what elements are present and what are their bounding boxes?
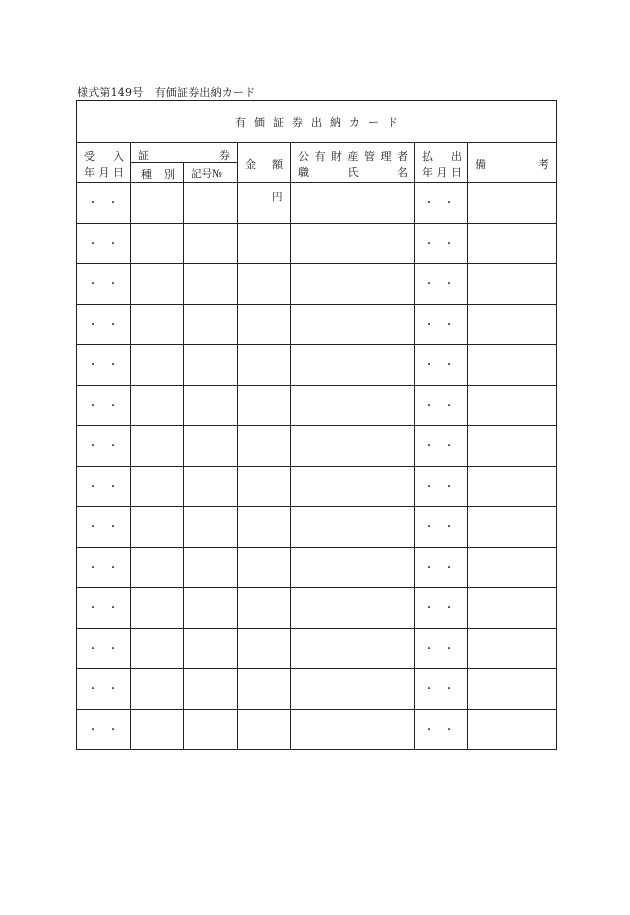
haraidashi-date-placeholder: ・ ・	[424, 522, 454, 533]
ukeire-date-placeholder: ・ ・	[88, 319, 118, 331]
col-line-1	[130, 142, 131, 749]
header-iri: 入	[113, 150, 124, 163]
col-line-4	[290, 142, 291, 749]
row-line	[77, 425, 556, 426]
header-kigo-no	[191, 166, 222, 181]
haraidashi-date-placeholder: ・ ・	[424, 603, 454, 614]
header-shi: 氏	[347, 166, 359, 179]
haraidashi-date-placeholder: ・ ・	[424, 238, 454, 250]
header-shokushimei	[298, 164, 408, 180]
header-mei: 名	[397, 166, 408, 179]
row-line	[77, 304, 556, 305]
haraidashi-date-placeholder: ・ ・	[424, 643, 454, 655]
header-hara: 払	[422, 150, 433, 163]
row-line	[77, 668, 556, 669]
haraidashi-date-placeholder: ・ ・	[424, 562, 454, 574]
col-line-5	[414, 142, 415, 749]
ukeire-date-placeholder: ・ ・	[88, 562, 118, 574]
row-line	[77, 344, 556, 345]
header-betsu: 別	[164, 168, 175, 181]
row-line	[77, 263, 556, 264]
row-line	[77, 385, 556, 386]
header-day: 日	[113, 166, 124, 179]
header-kanrisha-3: 財	[331, 150, 342, 163]
header-kanrisha-6: 理	[380, 150, 392, 163]
ukeire-date-placeholder: ・ ・	[88, 360, 118, 371]
header-biko	[475, 156, 549, 172]
row-line	[77, 709, 556, 710]
header-kingaku	[245, 156, 283, 172]
haraidashi-date-placeholder: ・ ・	[424, 400, 454, 412]
header-de: 出	[451, 150, 462, 163]
header-kanrisha	[298, 148, 408, 164]
ukeire-date-placeholder: ・ ・	[88, 684, 118, 695]
header-shoku: 職	[298, 166, 309, 179]
header-month-2: 月	[436, 166, 448, 179]
ukeire-date-placeholder: ・ ・	[88, 238, 118, 250]
header-gaku: 額	[272, 158, 283, 171]
header-day-2: 日	[451, 166, 462, 179]
header-ken: 券	[219, 149, 230, 162]
yen-unit: 円	[272, 191, 283, 203]
haraidashi-date-placeholder: ・ ・	[424, 441, 454, 452]
header-kigo-no-text: 記号№	[191, 168, 222, 180]
header-ko: 考	[538, 158, 549, 171]
header-month: 月	[98, 166, 110, 179]
form-title: 有価証券出納カード	[235, 115, 406, 129]
row-line	[77, 587, 556, 588]
header-uke-iri	[84, 148, 124, 164]
form-title-row	[77, 101, 556, 143]
haraidashi-date-placeholder: ・ ・	[424, 198, 454, 209]
header-shubetsu	[141, 166, 175, 182]
ukeire-date-placeholder: ・ ・	[88, 481, 118, 493]
col-line-6	[467, 142, 468, 749]
row-line	[77, 466, 556, 467]
header-year-2: 年	[422, 166, 433, 179]
row-line	[77, 506, 556, 507]
header-ukeire-ymd	[84, 164, 124, 180]
ukeire-date-placeholder: ・ ・	[88, 279, 118, 290]
header-kanrisha-7: 者	[397, 150, 408, 163]
header-uke: 受	[84, 150, 95, 163]
haraidashi-date-placeholder: ・ ・	[424, 279, 454, 290]
ukeire-date-placeholder: ・ ・	[88, 441, 118, 452]
ukeire-date-placeholder: ・ ・	[88, 522, 118, 533]
haraidashi-date-placeholder: ・ ・	[424, 360, 454, 371]
header-harai-de	[422, 148, 462, 164]
ukeire-date-placeholder: ・ ・	[88, 400, 118, 412]
header-shu: 種	[141, 168, 152, 181]
header-kanrisha-2: 有	[314, 150, 326, 163]
header-kanrisha-1: 公	[298, 150, 309, 163]
row-line	[77, 628, 556, 629]
header-bottom-line	[77, 182, 556, 183]
cash-card-form	[76, 100, 557, 750]
haraidashi-date-placeholder: ・ ・	[424, 481, 454, 493]
ukeire-date-placeholder: ・ ・	[88, 198, 118, 209]
haraidashi-date-placeholder: ・ ・	[424, 319, 454, 331]
header-shoken	[138, 147, 230, 163]
row-line	[77, 547, 556, 548]
haraidashi-date-placeholder: ・ ・	[424, 724, 454, 736]
form-caption: 様式第149号 有価証券出納カード	[77, 86, 256, 99]
header-bi: 備	[475, 158, 486, 171]
header-kanrisha-5: 管	[364, 150, 375, 163]
haraidashi-date-placeholder: ・ ・	[424, 684, 454, 695]
col-line-2	[183, 162, 184, 749]
header-year: 年	[84, 166, 95, 179]
header-sho: 証	[138, 149, 149, 162]
ukeire-date-placeholder: ・ ・	[88, 643, 118, 655]
header-kanrisha-4: 産	[347, 150, 359, 163]
header-haraidashi-ymd	[422, 164, 462, 180]
row-line	[77, 223, 556, 224]
col-line-3	[237, 142, 238, 749]
ukeire-date-placeholder: ・ ・	[88, 603, 118, 614]
ukeire-date-placeholder: ・ ・	[88, 724, 118, 736]
header-kin: 金	[245, 158, 256, 171]
